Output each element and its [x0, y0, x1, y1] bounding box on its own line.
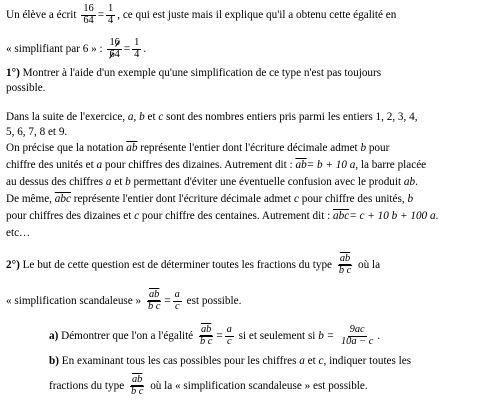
- notation-abc: $\overline{abc}$: [333, 210, 350, 222]
- fraction-denominator: c: [174, 300, 180, 312]
- question-1-text: Montrer à l'aide d'un exemple qu'une simplification de ce type n'est pas toujours: [22, 67, 382, 79]
- q2b-line-1: [49, 354, 411, 368]
- fraction-denominator: 4: [134, 48, 140, 60]
- fraction-denominator: 64: [83, 14, 94, 26]
- q2-line-1: [6, 254, 380, 277]
- fraction-denominator: 10a − c: [340, 335, 374, 347]
- text: Démontrer que l'on a l'égalité: [61, 330, 194, 342]
- equals-sign: =: [123, 43, 131, 55]
- var-c: c: [134, 210, 140, 222]
- var-a: a: [105, 176, 112, 188]
- text: et: [147, 111, 156, 123]
- var-a: a: [299, 355, 305, 367]
- var-b: b: [360, 142, 367, 154]
- fraction-numerator: $\overline{ab}$: [148, 289, 160, 300]
- text: , indiquer toutes les: [323, 355, 412, 367]
- fraction-1-4: [132, 38, 141, 61]
- text: pour chiffre des unités,: [301, 193, 405, 205]
- fraction-numerator: 16: [83, 3, 94, 14]
- var-c: c: [293, 193, 299, 205]
- text: pour: [368, 142, 390, 154]
- fraction-numerator: 9ac: [349, 324, 365, 335]
- intro-line-1: [6, 4, 396, 27]
- text: chiffre des unités et: [6, 159, 94, 171]
- equals-sign: =: [164, 295, 171, 307]
- equation-b: b =: [318, 330, 335, 342]
- notation-ab: $\overline{ab}$: [126, 142, 138, 154]
- q2-line-2: [6, 290, 241, 313]
- intro-text: « simplifiant par 6 » :: [6, 43, 103, 55]
- text: représente l'entier dont l'écriture décimale admet: [140, 142, 358, 154]
- fraction-denominator: b c: [147, 300, 161, 312]
- var-b: b: [139, 111, 145, 123]
- setup-line-4: [6, 158, 426, 172]
- fraction-ab-over-bc: [146, 290, 162, 313]
- fraction-numerator: $\overline{ab}$: [200, 324, 212, 335]
- q2a-line: [49, 325, 380, 348]
- text: sont des nombres entiers pris parmi les entiers 1, 2, 3, 4,: [166, 111, 418, 123]
- digit: 1: [109, 37, 115, 48]
- var-a: a: [127, 111, 134, 123]
- text: représente l'entier dont l'écriture décimale admet: [73, 193, 292, 205]
- struck-digit: 6: [109, 48, 115, 60]
- digit: 4: [114, 48, 120, 60]
- fraction-numerator: $\overline{ab}$: [131, 374, 143, 385]
- equation-abc: = c + 10 b + 100 a: [349, 210, 436, 222]
- var-c: c: [158, 111, 164, 123]
- period: .: [377, 330, 381, 342]
- fraction-numerator: 1: [108, 3, 114, 14]
- fraction-numerator: a: [174, 289, 180, 300]
- fraction-denominator: c: [226, 335, 232, 347]
- setup-line-7: [6, 209, 438, 223]
- fraction-numerator: $\overline{ab}$: [339, 253, 351, 264]
- setup-line-5: [6, 175, 418, 189]
- text: pour chiffre des centaines. Autrement dit :: [141, 210, 331, 222]
- product-ab: ab: [403, 176, 416, 188]
- question-2a-label: a): [49, 330, 59, 342]
- text: permettant d'éviter une éventuelle confusion avec le produit: [133, 176, 402, 188]
- crossed-fraction: [107, 38, 121, 61]
- fraction-denominator: 4: [108, 14, 114, 26]
- question-2-label: 2°): [6, 259, 20, 271]
- fraction-numerator: 1: [134, 37, 140, 48]
- text: pour chiffres des dizaines. Autrement dit :: [104, 159, 293, 171]
- q2b-line-2: [49, 375, 368, 398]
- text: ,: [133, 111, 137, 123]
- fraction-denominator: [107, 50, 121, 61]
- equals-sign: =: [97, 9, 105, 21]
- setup-line-6: [6, 192, 413, 206]
- intro-line-2: [6, 38, 146, 61]
- period: .: [435, 210, 439, 222]
- period: .: [143, 43, 147, 55]
- text: On précise que la notation: [6, 142, 124, 154]
- intro-text: , ce qui est juste mais il explique qu'il a obtenu cette égalité en: [117, 9, 397, 21]
- struck-digit: 6: [114, 37, 120, 48]
- text: si et seulement si: [238, 330, 316, 342]
- text: , la barre placée: [355, 159, 427, 171]
- var-b: b: [407, 193, 414, 205]
- var-c: c: [318, 355, 324, 367]
- fraction-1-4: [106, 4, 115, 27]
- notation-ab: $\overline{ab}$: [295, 159, 307, 171]
- var-a: a: [96, 159, 103, 171]
- text: et: [114, 176, 123, 188]
- text: Dans la suite de l'exercice,: [6, 111, 126, 123]
- question-2b-label: b): [49, 355, 59, 367]
- text: 5, 6, 7, 8 et 9.: [6, 126, 68, 138]
- fraction-16-64: [81, 4, 95, 27]
- period: .: [415, 176, 418, 188]
- text: est possible.: [186, 295, 242, 307]
- text: « simplification scandaleuse »: [6, 295, 142, 307]
- setup-line-1: [6, 110, 418, 124]
- fraction-denominator: b c: [199, 335, 213, 347]
- fraction-denominator: b c: [130, 385, 144, 397]
- var-b: b: [125, 176, 131, 188]
- question-1-label: 1°): [6, 67, 20, 79]
- question-1-text: possible.: [6, 82, 46, 94]
- equals-sign: =: [216, 330, 223, 342]
- intro-text: Un élève a écrit: [6, 9, 77, 21]
- fraction-a-over-c: [225, 325, 234, 348]
- fraction-ab-over-bc: [337, 254, 353, 277]
- fraction-numerator: a: [226, 324, 232, 335]
- text: Le but de cette question est de déterminer toutes les fractions du type: [22, 259, 333, 271]
- text: En examinant tous les cas possibles pour les chiffres: [61, 355, 297, 367]
- text: où la « simplification scandaleuse » est possible.: [150, 380, 368, 392]
- q1-line-1: [6, 66, 381, 80]
- fraction-ab-over-bc: [198, 325, 214, 348]
- q1-line-2: [6, 81, 45, 95]
- text: pour chiffres des dizaines et: [6, 210, 132, 222]
- text: où la: [358, 259, 381, 271]
- text: fractions du type: [49, 380, 125, 392]
- fraction-ab-over-bc: [129, 375, 145, 398]
- notation-abc: $\overline{abc}$: [54, 193, 71, 205]
- equation-ab: = b + 10 a: [306, 159, 356, 171]
- text: De même,: [6, 193, 52, 205]
- fraction-denominator: b c: [338, 264, 352, 276]
- setup-line-8: [6, 226, 30, 240]
- text: et: [307, 355, 316, 367]
- setup-line-3: [6, 141, 389, 155]
- fraction-9ac: [339, 325, 375, 348]
- setup-line-2: [6, 125, 67, 139]
- text: au dessus des chiffres: [6, 176, 104, 188]
- text: etc…: [6, 227, 31, 239]
- fraction-a-over-c: [173, 290, 182, 313]
